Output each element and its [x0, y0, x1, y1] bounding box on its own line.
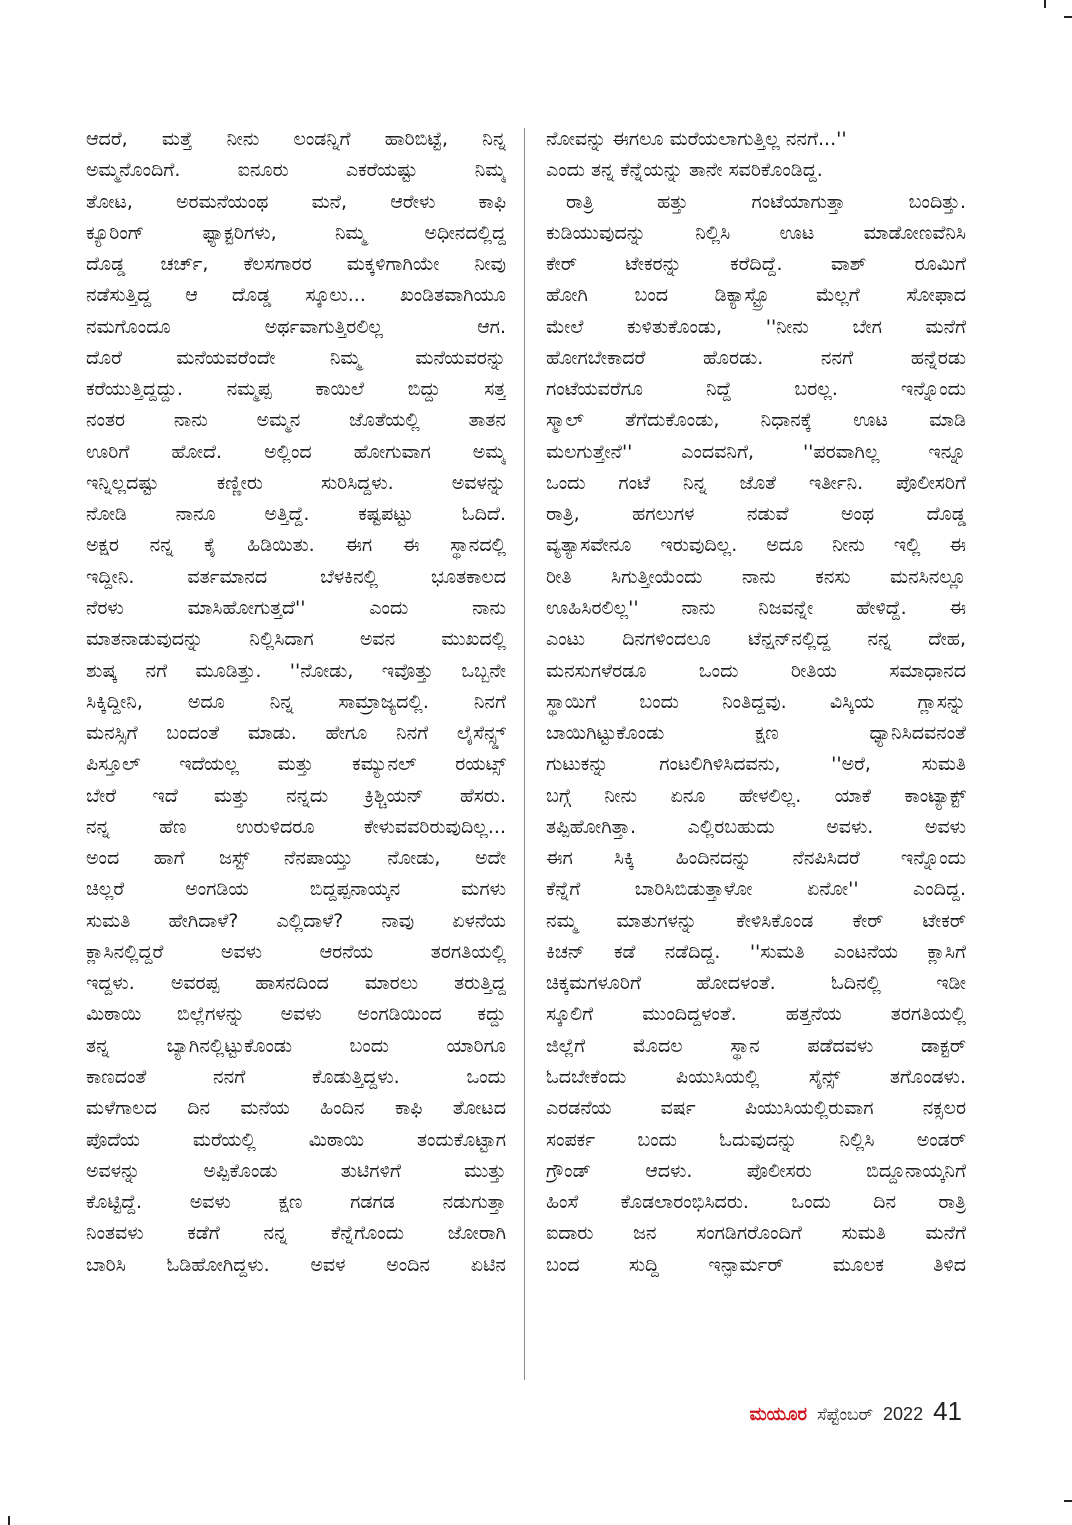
text-line: ಬಾಯಿಗಿಟ್ಟುಕೊಂಡು ಕ್ಷಣ ಧ್ಯಾನಿಸಿದವನಂತೆ [546, 722, 966, 745]
text-line: ಮೇಲೆ ಕುಳಿತುಕೊಂಡು, ''ನೀನು ಬೇಗ ಮನೆಗೆ [546, 315, 966, 338]
crop-mark-right-upper [1064, 16, 1072, 18]
text-line: ಕಾಣದಂತೆ ನನಗೆ ಕೊಡುತ್ತಿದ್ದಳು. ಒಂದು [86, 1065, 506, 1088]
text-line: ಜಿಲ್ಲೆಗೆ ಮೊದಲ ಸ್ಥಾನ ಪಡೆದವಳು ಡಾಕ್ಟರ್ [546, 1034, 966, 1057]
text-line: ಮಾತನಾಡುವುದನ್ನು ನಿಲ್ಲಿಸಿದಾಗ ಅವನ ಮುಖದಲ್ಲಿ [86, 628, 506, 651]
right-column [546, 124, 966, 1281]
text-line: ಹೋಗಬೇಕಾದರೆ ಹೊರಡು. ನನಗೆ ಹನ್ನೆರಡು [546, 346, 966, 369]
text-line: ಗುಟುಕನ್ನು ಗಂಟಲಿಗಿಳಿಸಿದವನು, ''ಅರೆ, ಸುಮತಿ [546, 753, 966, 776]
text-line: ಸ್ಮಾಲ್ ತೆಗೆದುಕೊಂಡು, ನಿಧಾನಕ್ಕೆ ಊಟ ಮಾಡಿ [546, 409, 966, 432]
text-line: ಸುಮತಿ ಹೇಗಿದಾಳೆ? ಎಲ್ಲಿದಾಳೆ? ನಾವು ಏಳನೆಯ [86, 909, 506, 932]
text-line: ಕೇರ್ ಟೇಕರನ್ನು ಕರೆದಿದ್ದೆ. ವಾಶ್ ರೂಮಿಗೆ [546, 253, 966, 276]
crop-mark-top-right [1044, 0, 1046, 8]
text-line: ಬೇರೆ ಇದೆ ಮತ್ತು ನನ್ನದು ಕ್ರಿಶ್ಚಿಯನ್ ಹೆಸರು. [86, 784, 506, 807]
text-line: ಪಿಸ್ತೂಲ್ ಇದೆಯಲ್ಲ ಮತ್ತು ಕಮ್ಯುನಲ್ ರಯಟ್ಸ್ [86, 753, 506, 776]
column-divider [524, 128, 525, 1380]
text-line: ಊರಿಗೆ ಹೋದೆ. ಅಲ್ಲಿಂದ ಹೋಗುವಾಗ ಅಮ್ಮ [86, 440, 506, 463]
text-line: ರೀತಿ ಸಿಗುತ್ತೀಯೆಂದು ನಾನು ಕನಸು ಮನಸಿನಲ್ಲೂ [546, 565, 966, 588]
text-line: ಮಳೆಗಾಲದ ದಿನ ಮನೆಯ ಹಿಂದಿನ ಕಾಫಿ ತೋಟದ [86, 1097, 506, 1120]
text-line: ನಮ್ಮ ಮಾತುಗಳನ್ನು ಕೇಳಿಸಿಕೊಂಡ ಕೇರ್ ಟೇಕರ್ [546, 909, 966, 932]
text-line: ಒಂದು ಗಂಟೆ ನಿನ್ನ ಜೊತೆ ಇರ್ತೀನಿ. ಪೊಲೀಸರಿಗೆ [546, 471, 966, 494]
text-line: ಚಿಕ್ಕಮಗಳೂರಿಗೆ ಹೋದಳಂತೆ. ಓದಿನಲ್ಲಿ ಇಡೀ [546, 972, 966, 995]
text-line: ನಂತರ ನಾನು ಅಮ್ಮನ ಜೊತೆಯಲ್ಲಿ ತಾತನ [86, 409, 506, 432]
text-line: ರಾತ್ರಿ, ಹಗಲುಗಳ ನಡುವೆ ಅಂಥ ದೊಡ್ಡ [546, 503, 966, 526]
text-line: ಕೊಟ್ಟಿದ್ದೆ. ಅವಳು ಕ್ಷಣ ಗಡಗಡ ನಡುಗುತ್ತಾ [86, 1191, 506, 1214]
text-line: ದೊರೆ ಮನೆಯವರೆಂದೇ ನಿಮ್ಮ ಮನೆಯವರನ್ನು [86, 346, 506, 369]
text-line: ರಾತ್ರಿ ಹತ್ತು ಗಂಟೆಯಾಗುತ್ತಾ ಬಂದಿತ್ತು. [566, 190, 966, 213]
issue-month: ಸೆಪ್ಟೆಂಬರ್ [816, 1405, 874, 1425]
text-line: ನಿಂತವಳು ಕಡೆಗೆ ನನ್ನ ಕೆನ್ನೆಗೊಂದು ಜೋರಾಗಿ [86, 1222, 506, 1245]
text-line: ಎಂಟು ದಿನಗಳಿಂದಲೂ ಟೆನ್ಷನ್‌ನಲ್ಲಿದ್ದ ನನ್ನ ದೇಹ, [546, 628, 966, 651]
text-line: ವ್ಯತ್ಯಾಸವೇನೂ ಇರುವುದಿಲ್ಲ. ಅದೂ ನೀನು ಇಲ್ಲಿ ಈ [546, 534, 966, 557]
text-line: ಎರಡನೆಯ ವರ್ಷ ಪಿಯುಸಿಯಲ್ಲಿರುವಾಗ ನಕ್ಸಲರ [546, 1097, 966, 1120]
text-line: ಎಂದು ತನ್ನ ಕೆನ್ನೆಯನ್ನು ತಾನೇ ಸವರಿಕೊಂಡಿದ್ದ. [546, 159, 823, 182]
text-line: ಅಂದ ಹಾಗೆ ಜಸ್ಟ್ ನೆನಪಾಯ್ತು ನೋಡು, ಅದೇ [86, 847, 506, 870]
crop-mark-right-lower [1064, 1500, 1072, 1502]
text-line: ಪೊದೆಯ ಮರೆಯಲ್ಲಿ ಮಿಠಾಯಿ ತಂದುಕೊಟ್ಟಾಗ [86, 1128, 506, 1151]
text-line: ಸಿಕ್ಕಿದ್ದೀನಿ, ಅದೂ ನಿನ್ನ ಸಾಮ್ರಾಜ್ಯದಲ್ಲಿ. ನಿನಗೆ [86, 690, 506, 713]
text-line: ಆದರೆ, ಮತ್ತೆ ನೀನು ಲಂಡನ್ನಿಗೆ ಹಾರಿಬಿಟ್ಟೆ, ನಿನ್ನ [86, 128, 506, 150]
text-line: ಅಮ್ಮನೊಂದಿಗೆ. ಐನೂರು ಎಕರೆಯಷ್ಟು ನಿಮ್ಮ [86, 159, 506, 182]
text-line: ಕೆನ್ನೆಗೆ ಬಾರಿಸಿಬಿಡುತ್ತಾಳೋ ಏನೋ'' ಎಂದಿದ್ದ. [546, 878, 966, 901]
text-line: ಅವಳನ್ನು ಅಪ್ಪಿಕೊಂಡು ತುಟಿಗಳಿಗೆ ಮುತ್ತು [86, 1159, 506, 1182]
page-footer [750, 1396, 962, 1426]
text-line: ಬಾರಿಸಿ ಓಡಿಹೋಗಿದ್ದಳು. ಅವಳ ಅಂದಿನ ಏಟಿನ [86, 1253, 506, 1276]
text-line: ಹೋಗಿ ಬಂದ ಡಿಕ್ಯಾಸ್ಟ್ರೊ ಮೆಲ್ಲಗೆ ಸೋಫಾದ [546, 284, 966, 307]
text-line: ನೆರಳು ಮಾಸಿಹೋಗುತ್ತದೆ'' ಎಂದು ನಾನು [86, 596, 506, 619]
text-line: ಕಿಚನ್ ಕಡೆ ನಡೆದಿದ್ದ. ''ಸುಮತಿ ಎಂಟನೆಯ ಕ್ಲಾಸಿಗೆ [546, 940, 966, 963]
text-line: ಮನಸ್ಸಿಗೆ ಬಂದಂತೆ ಮಾಡು. ಹೇಗೂ ನಿನಗೆ ಲೈಸೆನ್ಸ್ಡ್ [86, 722, 506, 745]
page-number: 41 [933, 1396, 962, 1426]
left-column [86, 124, 506, 1281]
text-line: ತನ್ನ ಬ್ಯಾಗಿನಲ್ಲಿಟ್ಟುಕೊಂಡು ಬಂದು ಯಾರಿಗೂ [86, 1034, 506, 1057]
text-line: ಬಂದ ಸುದ್ದಿ ಇನ್ಫಾರ್ಮರ್ ಮೂಲಕ ತಿಳಿದ [546, 1253, 966, 1276]
text-line: ಬಗ್ಗೆ ನೀನು ಏನೂ ಹೇಳಲಿಲ್ಲ. ಯಾಕೆ ಕಾಂಟ್ಯಾಕ್ಟ್ [546, 784, 966, 807]
text-line: ತೋಟ, ಅರಮನೆಯಂಥ ಮನೆ, ಆರೇಳು ಕಾಫಿ [86, 190, 506, 213]
text-line: ಕ್ಲಾಸಿನಲ್ಲಿದ್ದರೆ ಅವಳು ಆರನೆಯ ತರಗತಿಯಲ್ಲಿ [86, 940, 506, 963]
text-line: ಮನಸುಗಳೆರಡೂ ಒಂದು ರೀತಿಯ ಸಮಾಧಾನದ [546, 659, 966, 682]
text-line: ಮಿಠಾಯಿ ಬಿಲ್ಲೆಗಳನ್ನು ಅವಳು ಅಂಗಡಿಯಿಂದ ಕದ್ದು [86, 1003, 506, 1026]
text-line: ಇದ್ದಳು. ಅವರಪ್ಪ ಹಾಸನದಿಂದ ಮಾರಲು ತರುತ್ತಿದ್ದ [86, 972, 506, 995]
text-line: ಗಂಟೆಯವರೆಗೂ ನಿದ್ದೆ ಬರಲ್ಲ. ಇನ್ನೊಂದು [546, 378, 966, 401]
text-line: ಸ್ಕೂಲಿಗೆ ಮುಂದಿದ್ದಳಂತೆ. ಹತ್ತನೆಯ ತರಗತಿಯಲ್ಲಿ [546, 1003, 966, 1026]
text-line: ಹಿಂಸೆ ಕೊಡಲಾರಂಭಿಸಿದರು. ಒಂದು ದಿನ ರಾತ್ರಿ [546, 1191, 966, 1214]
text-line: ದೊಡ್ಡ ಚರ್ಚ್, ಕೆಲಸಗಾರರ ಮಕ್ಕಳಿಗಾಗಿಯೇ ನೀವು [86, 253, 506, 276]
magazine-name: ಮಯೂರ [749, 1404, 807, 1425]
text-line: ಶುಷ್ಕ ನಗೆ ಮೂಡಿತ್ತು. ''ನೋಡು, ಇವೊತ್ತು ಒಬ್ಬನೇ [86, 659, 506, 682]
text-line: ನಮಗೊಂದೂ ಅರ್ಥವಾಗುತ್ತಿರಲಿಲ್ಲ ಆಗ. [86, 315, 506, 338]
text-line: ಸ್ಥಾಯಿಗೆ ಬಂದು ನಿಂತಿದ್ದವು. ವಿಸ್ಕಿಯ ಗ್ಲಾಸನ್ನು [546, 690, 966, 713]
text-line: ಇದ್ದೀನಿ. ವರ್ತಮಾನದ ಬೆಳಕಿನಲ್ಲಿ ಭೂತಕಾಲದ [86, 565, 506, 588]
text-line: ಊಹಿಸಿರಲಿಲ್ಲ'' ನಾನು ನಿಜವನ್ನೇ ಹೇಳಿದ್ದೆ. ಈ [546, 596, 966, 619]
issue-year: 2022 [883, 1404, 924, 1424]
text-line: ಕರೆಯುತ್ತಿದ್ದದ್ದು. ನಮ್ಮಪ್ಪ ಕಾಯಿಲೆ ಬಿದ್ದು ಸತ್ತ [86, 378, 506, 401]
text-line: ಕುಡಿಯುವುದನ್ನು ನಿಲ್ಲಿಸಿ ಊಟ ಮಾಡೋಣವೆನಿಸಿ [546, 221, 966, 244]
text-line: ಅಕ್ಷರ ನನ್ನ ಕೈ ಹಿಡಿಯಿತು. ಈಗ ಈ ಸ್ಥಾನದಲ್ಲಿ [86, 534, 506, 557]
text-line: ಇನ್ನಿಲ್ಲದಷ್ಟು ಕಣ್ಣೀರು ಸುರಿಸಿದ್ದಳು. ಅವಳನ್ನು [86, 471, 506, 494]
text-line: ಐದಾರು ಜನ ಸಂಗಡಿಗರೊಂದಿಗೆ ಸುಮತಿ ಮನೆಗೆ [546, 1222, 966, 1245]
text-line: ಗ್ರೌಂಡ್ ಆದಳು. ಪೊಲೀಸರು ಬಿದ್ದೂನಾಯ್ಕನಿಗೆ [546, 1159, 966, 1182]
text-line: ನಡೆಸುತ್ತಿದ್ದ ಆ ದೊಡ್ಡ ಸ್ಕೂಲು... ಖಂಡಿತವಾಗಿಯೂ [86, 284, 506, 307]
text-line: ನನ್ನ ಹೆಣ ಉರುಳಿದರೂ ಕೇಳುವವರಿರುವುದಿಲ್ಲ... [86, 815, 506, 838]
text-line: ಈಗ ಸಿಕ್ಕಿ ಹಿಂದಿನದನ್ನು ನೆನಪಿಸಿದರೆ ಇನ್ನೊಂದು [546, 847, 966, 870]
text-line: ನೋಡಿ ನಾನೂ ಅತ್ತಿದ್ದೆ. ಕಷ್ಟಪಟ್ಟು ಓದಿದೆ. [86, 503, 506, 526]
text-line: ಚಿಲ್ಲರೆ ಅಂಗಡಿಯ ಬಿದ್ದಪ್ಪನಾಯ್ಕನ ಮಗಳು [86, 878, 506, 901]
text-line: ತಪ್ಪಿಹೋಗಿತ್ತಾ. ಎಲ್ಲಿರಬಹುದು ಅವಳು. ಅವಳು [546, 815, 966, 838]
text-line: ನೋವನ್ನು ಈಗಲೂ ಮರೆಯಲಾಗುತ್ತಿಲ್ಲ ನನಗೆ...'' [546, 128, 847, 150]
text-line: ಕ್ಯೂರಿಂಗ್ ಫ್ಯಾಕ್ಟರಿಗಳು, ನಿಮ್ಮ ಅಧೀನದಲ್ಲಿದ್ದ [86, 221, 506, 244]
text-line: ಓದಬೇಕೆಂದು ಪಿಯುಸಿಯಲ್ಲಿ ಸೈನ್ಸ್ ತಗೊಂಡಳು. [546, 1065, 966, 1088]
text-line: ಸಂಪರ್ಕ ಬಂದು ಓದುವುದನ್ನು ನಿಲ್ಲಿಸಿ ಅಂಡರ್ [546, 1128, 966, 1151]
crop-mark-bottom-left [8, 1516, 10, 1525]
text-line: ಮಲಗುತ್ತೇನೆ'' ಎಂದವನಿಗೆ, ''ಪರವಾಗಿಲ್ಲ ಇನ್ನೂ [546, 440, 966, 463]
